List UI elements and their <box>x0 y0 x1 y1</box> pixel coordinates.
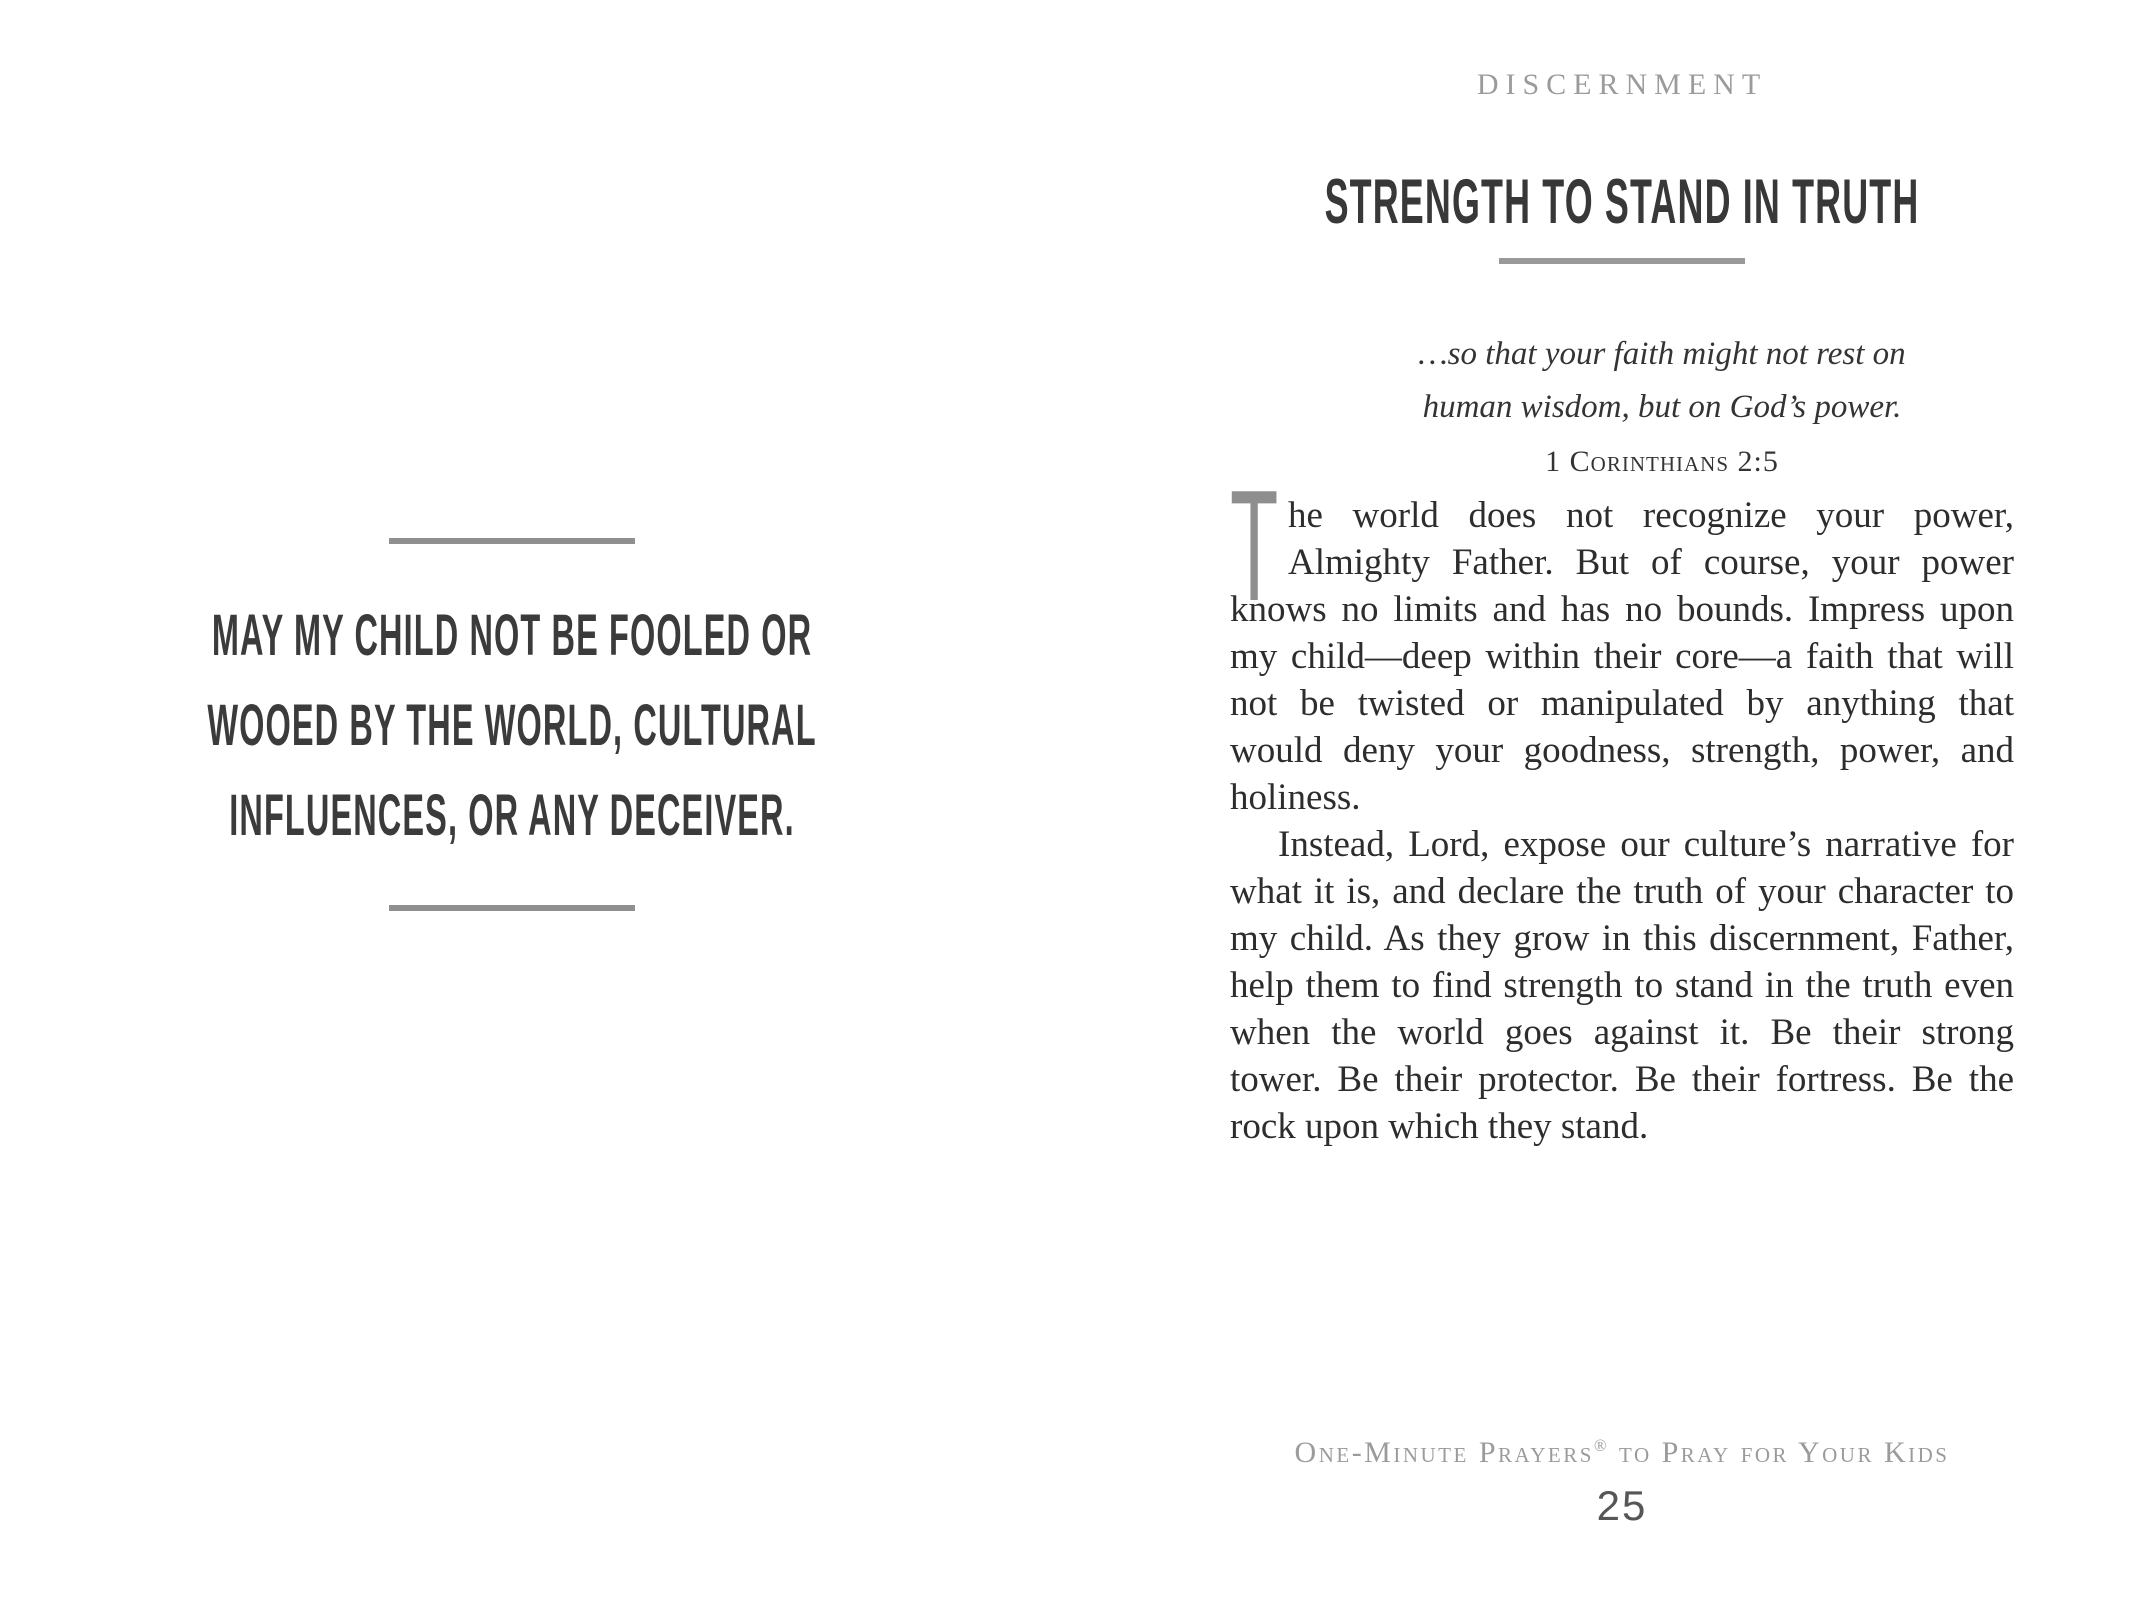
page-number: 25 <box>1596 1482 1648 1529</box>
scripture-citation: 1 Corinthians 2:5 <box>1545 445 1779 478</box>
footer-book-title-text: One-Minute Prayers <box>1294 1436 1594 1469</box>
title-divider <box>1230 258 2014 264</box>
pull-quote-line-text: MAY MY CHILD NOT BE FOOLED OR <box>211 603 813 668</box>
scripture-line: human wisdom, but on God’s power. <box>1422 389 1902 425</box>
registered-trademark-symbol: ® <box>1593 1436 1609 1455</box>
right-page <box>1230 0 2014 1600</box>
chapter-title-text: STRENGTH TO STAND IN TRUTH <box>1324 167 1920 238</box>
scripture-quote <box>1270 328 2054 482</box>
pull-quote-block <box>140 538 884 911</box>
pull-quote-line-text: INFLUENCES, OR ANY DECEIVER. <box>229 783 795 848</box>
paragraph-1-text: he world does not recognize your power, Almighty Father. But of course, your power knows no limits and has no bounds. Impress upon my child—deep within their core—a faith that will not be twisted or manipulated by anything that would deny your goodness, strength, power, and holiness. <box>1230 495 2014 818</box>
pull-quote-rule-bottom <box>389 905 635 911</box>
pull-quote-line <box>140 591 884 681</box>
pull-quote-lines <box>140 544 884 861</box>
scripture-line: …so that your faith might not rest on <box>1418 336 1906 372</box>
drop-cap <box>1230 458 1280 634</box>
left-page <box>0 0 1066 1600</box>
footer-book-title-rest: to Pray for Your Kids <box>1609 1436 1950 1469</box>
chapter-title <box>1230 167 2014 241</box>
drop-cap-letter: T <box>1230 458 1279 634</box>
running-header: DISCERNMENT <box>1476 68 1768 101</box>
pull-quote-line <box>140 681 884 771</box>
pull-quote-line <box>140 771 884 861</box>
prayer-paragraph-2: Instead, Lord, expose our culture’s narrative for what it is, and declare the truth of your character to my child. As they grow in this discernment, Father, help them to find strength to stand in the truth even when the world goes against it. Be their strong tower. Be their protector. Be their fortress. Be the rock upon which they stand. <box>1230 824 2014 1147</box>
pull-quote-line-text: WOOED BY THE WORLD, CULTURAL <box>207 693 817 758</box>
title-divider-rule <box>1499 258 1745 264</box>
footer-book-title <box>1230 1436 2014 1470</box>
